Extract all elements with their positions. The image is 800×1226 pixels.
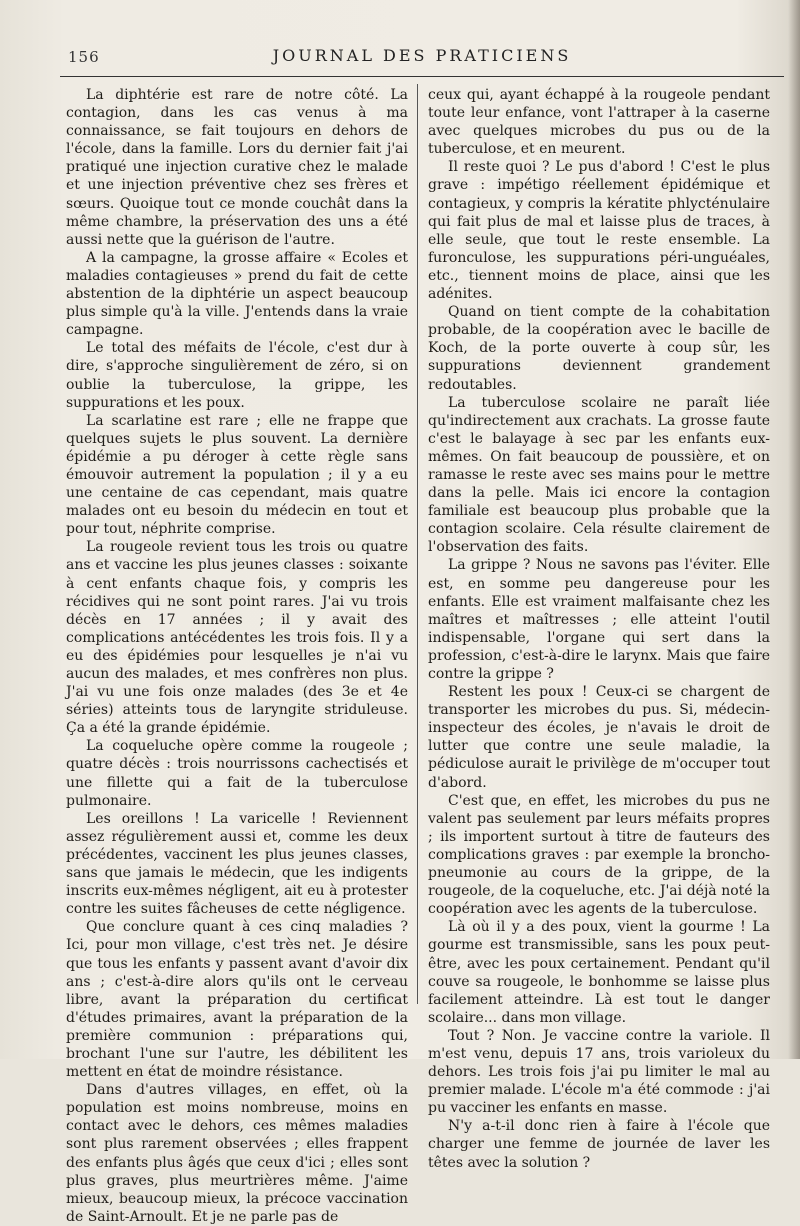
paragraph: La diphtérie est rare de notre côté. La contagion, dans les cas venus à ma connaissance, se fait toujours en dehors de l'école, dans la famille. Lors du dernier fait j'ai pratiqué une injection curative chez le malade et une injection préventive chez ses frères et sœurs. Quoique tout ce monde couchât dans la même chambre, la préservation des uns a été aussi nette que la guérison de l'autre. <box>66 87 408 248</box>
paragraph: Quand on tient compte de la cohabitation probable, de la coopération avec le bacille de Koch, de la porte ouverte à coup sûr, les suppurations deviennent grandement redoutables. <box>428 304 770 393</box>
paragraph: La tuberculose scolaire ne paraît liée qu'indirectement aux crachats. La grosse faute c'est le balayage à sec par les enfants eux-mêmes. On fait beaucoup de poussière, et on ramasse le reste avec ses mains pour le mettre dans la pelle. Mais ici encore la contagion familiale est beaucoup plus probable que la contagion scolaire. Cela résulte clairement de l'observation des faits. <box>428 394 770 556</box>
paragraph: Là où il y a des poux, vient la gourme ! La gourme est transmissible, sans les poux peut-être, avec les poux certainement. Pendant qu'il couve sa rougeole, le bonhomme se laisse plus facilement atteindre. Là est tout le danger scolaire... dans mon village. <box>428 919 770 1026</box>
paragraph: A la campagne, la grosse affaire « Ecoles et maladies contagieuses » prend du fait de cette abstention de la diphtérie un aspect beaucoup plus simple qu'à la ville. J'entends dans la vraie campagne. <box>66 249 408 339</box>
paragraph: Dans d'autres villages, en effet, où la population est moins nombreuse, moins en contact avec le dehors, ces mêmes maladies sont plus rarement observées ; elles frappent des enfants plus âgés que ceux d'ici ; elles sont plus graves, plus meurtrières même. J'aime mieux, beaucoup mieux, la précoce vaccination de Saint-Arnoult. Et je ne parle pas de <box>66 1082 408 1225</box>
running-title: JOURNAL DES PRATICIENS <box>272 46 572 65</box>
paragraph: ceux qui, ayant échappé à la rougeole pendant toute leur enfance, vont l'attraper à la caserne avec quelques microbes du pus ou de la tuberculose, et en meurent. <box>428 87 770 158</box>
page-number: 156 <box>68 48 100 66</box>
column-rule <box>417 84 418 1004</box>
paragraph: Tout ? Non. Je vaccine contre la variole. Il m'est venu, depuis 17 ans, trois varioleux du dehors. Les trois fois j'ai pu limiter le mal au premier malade. L'école m'a été commode : j'ai pu vacciner les enfants en masse. <box>428 1027 770 1117</box>
paragraph: Il reste quoi ? Le pus d'abord ! C'est le plus grave : impétigo réellement épidémique et contagieux, y compris la kératite phlycténulaire qui fait plus de mal et laisse plus de traces, à elle seule, que tout le reste ensemble. La furonculose, les suppurations péri-unguéales, etc., tiennent moins de place, ainsi que les adénites. <box>428 159 770 303</box>
paragraph: Restent les poux ! Ceux-ci se chargent de transporter les microbes du pus. Si, médecin-inspecteur des écoles, je n'avais le droit de lutter que contre une seule maladie, la pédiculose aurait le privilège de m'occuper tout d'abord. <box>428 684 770 791</box>
left-column <box>66 86 408 1226</box>
paragraph: Les oreillons ! La varicelle ! Reviennent assez régulièrement aussi et, comme les deux précédentes, vaccinent les plus jeunes classes, sans que jamais le médecin, que les indigents inscrits eux-mêmes négligent, ait eu à protester contre les suites fâcheuses de cette négligence. <box>66 810 408 918</box>
paragraph: La grippe ? Nous ne savons pas l'éviter. Elle est, en somme peu dangereuse pour les enfants. Elle est vraiment malfaisante chez les maîtres et maîtresses ; elle atteint l'outil indispensable, l'organe qui sert dans la profession, c'est-à-dire le larynx. Mais que faire contre la grippe ? <box>428 557 770 682</box>
paragraph: N'y a-t-il donc rien à faire à l'école que charger une femme de journée de laver les têtes avec la solution ? <box>428 1118 770 1171</box>
paragraph: La coqueluche opère comme la rougeole ; quatre décès : trois nourrissons cachectisés et une fillette qui a fait de la tuberculose pulmonaire. <box>66 738 408 809</box>
paragraph: Le total des méfaits de l'école, c'est dur à dire, s'approche singulièrement de zéro, si on oublie la tuberculose, la grippe, les suppurations et les poux. <box>66 340 408 411</box>
paragraph: C'est que, en effet, les microbes du pus ne valent pas seulement par leurs méfaits propres ; ils importent surtout à titre de fauteurs des complications graves : par exemple la broncho-pneumonie au cours de la grippe, de la rougeole, de la coqueluche, etc. J'ai déjà noté la coopération avec les agents de la tuberculose. <box>428 792 770 918</box>
header-rule <box>60 76 784 77</box>
paragraph: La rougeole revient tous les trois ou quatre ans et vaccine les plus jeunes classes : soixante à cent enfants chaque fois, y compris les récidives qui ne sont point rares. J'ai vu trois décès en 17 années ; il y avait des complications antécédentes les trois fois. Il y a eu des épidémies pour lesquelles je n'ai vu aucun des malades, et mes confrères non plus. J'ai vu une fois onze malades (des 3e et 4e séries) atteints tous de laryngite striduleuse. Ça a été la grande épidémie. <box>66 539 408 737</box>
right-column <box>428 86 770 1172</box>
page-edge-shadow <box>788 0 800 1059</box>
page-header <box>60 38 784 68</box>
paragraph: Que conclure quant à ces cinq maladies ? Ici, pour mon village, c'est très net. Je désire que tous les enfants y passent avant d'avoir dix ans ; c'est-à-dire alors qu'ils ont le cerveau libre, avant la préparation du certificat d'études primaires, avant la préparation de la première communion : préparations qui, brochant l'une sur l'autre, les débilitent les mettent en état de moindre résistance. <box>66 919 408 1081</box>
paragraph: La scarlatine est rare ; elle ne frappe que quelques sujets le plus souvent. La dernière épidémie a pu déroger à cette règle sans émouvoir autrement la population ; il y a eu une centaine de cas cependant, mais quatre malades ont eu besoin du médecin en tout et pour tout, néphrite comprise. <box>66 412 408 538</box>
